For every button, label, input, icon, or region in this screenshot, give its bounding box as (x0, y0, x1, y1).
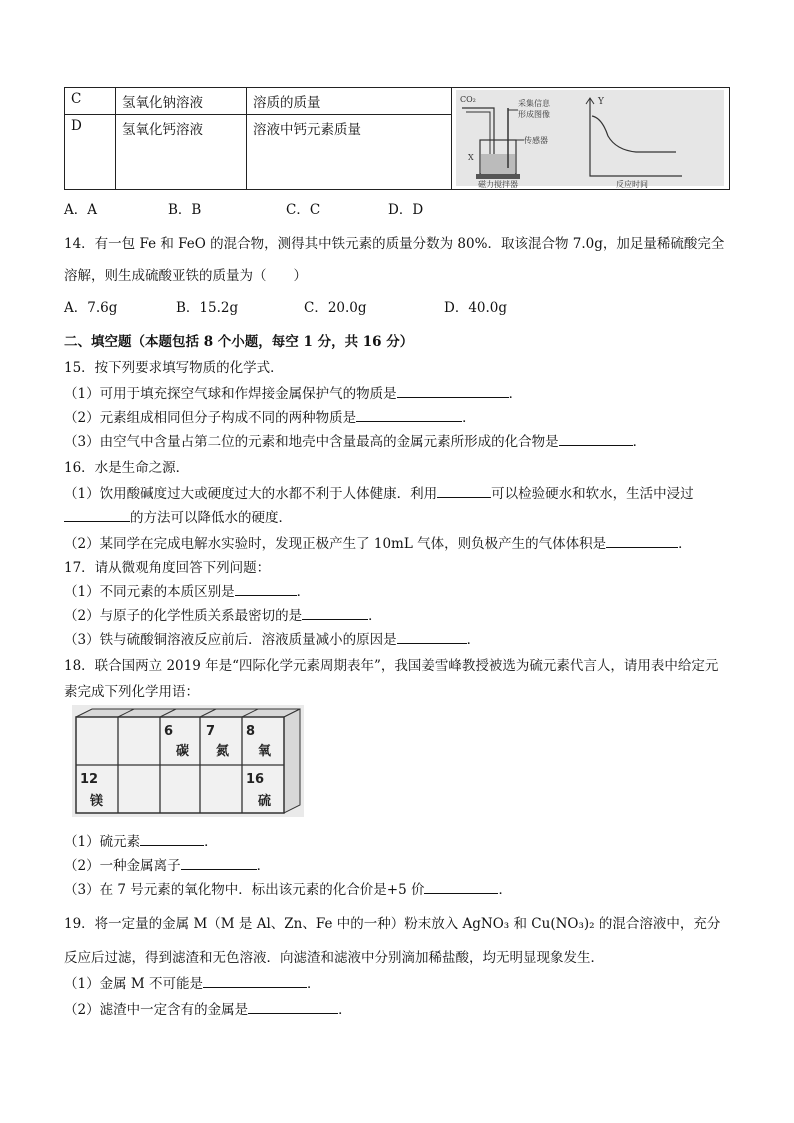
q18-line1: 18．联合国两立 2019 年是“四际化学元素周期表年”，我国姜雪峰教授被选为硫元素代言人，请用表中给定元 (64, 658, 719, 674)
table-cell: C (65, 88, 116, 115)
q14-option-c: C．20.0g (304, 300, 367, 316)
q13-option-c: C．C (286, 202, 321, 218)
periodic-table-excerpt (72, 705, 304, 817)
graph-label: 形成图像 (518, 110, 550, 119)
q13-option-d: D．D (388, 202, 424, 218)
element-number: 6 (164, 724, 174, 739)
q18-line2: 素完成下列化学用语： (64, 684, 199, 700)
q17-part1: （1）不同元素的本质区别是 ． (64, 580, 310, 600)
q15-part2: （2）元素组成相同但分子构成不同的两种物质是 ． (64, 406, 476, 426)
x-axis-label: 反应时间 (616, 180, 648, 188)
element-number: 16 (246, 772, 265, 787)
table-cell: 溶质的质量 (247, 88, 452, 115)
element-name: 碳 (176, 744, 190, 759)
q13-option-b: B．B (168, 202, 202, 218)
table-cell: 氢氧化钠溶液 (116, 88, 247, 115)
q14-option-d: D．40.0g (444, 300, 508, 316)
collect-label: 采集信息 (518, 99, 550, 108)
q17-stem: 17．请从微观角度回答下列问题： (64, 560, 271, 576)
answer-blank[interactable] (248, 999, 338, 1014)
answer-blank[interactable] (302, 605, 368, 620)
answer-blank[interactable] (181, 855, 257, 870)
answer-blank[interactable] (235, 581, 297, 596)
q14-line2: 溶解，则生成硫酸亚铁的质量为（ ） (64, 268, 307, 284)
gas-label: CO₂ (460, 95, 476, 104)
answer-blank[interactable] (356, 407, 462, 422)
sensor-label: 传感器 (524, 136, 548, 145)
q16-part2: （2）某同学在完成电解水实验时，发现正极产生了 10mL 气体，则负极产生的气体体积是 ． (64, 532, 692, 552)
stirrer-label: 磁力搅拌器 (478, 180, 518, 188)
q19-part2: （2）滤渣中一定含有的金属是 ． (64, 998, 352, 1018)
q14-option-a: A．7.6g (64, 300, 118, 316)
answer-blank[interactable] (397, 629, 467, 644)
element-number: 8 (246, 724, 256, 739)
q17-part3: （3）铁与硫酸铜溶液反应前后．溶液质量减小的原因是 ． (64, 628, 480, 648)
options-table (64, 87, 730, 190)
answer-blank[interactable] (424, 879, 498, 894)
experiment-diagram (452, 88, 728, 188)
answer-blank[interactable] (64, 507, 130, 522)
q18-part3: （3）在 7 号元素的氧化物中．标出该元素的化合价是+5 价 ． (64, 878, 512, 898)
element-name: 氮 (216, 744, 230, 759)
q19-line1: 19．将一定量的金属 M（M 是 Al、Zn、Fe 中的一种）粉末放入 AgNO₃ 和 Cu(NO₃)₂ 的混合溶液中，充分 (64, 916, 721, 932)
answer-blank[interactable] (140, 831, 204, 846)
table-cell: D (65, 115, 116, 190)
x-label: X (468, 153, 474, 162)
answer-blank[interactable] (606, 533, 678, 548)
table-cell: 氢氧化钙溶液 (116, 115, 247, 190)
element-name: 镁 (90, 794, 104, 809)
q19-line2: 反应后过滤，得到滤渣和无色溶液．向滤渣和滤液中分别滴加稀盐酸，均无明显现象发生． (64, 950, 604, 966)
element-name: 硫 (258, 794, 272, 809)
q15-part3: （3）由空气中含量占第二位的元素和地壳中含量最高的金属元素所形成的化合物是 ． (64, 430, 646, 450)
q18-part1: （1）硫元素 ． (64, 830, 218, 850)
element-number: 7 (206, 724, 216, 739)
answer-blank[interactable] (397, 383, 509, 398)
table-row (65, 88, 730, 115)
q16-stem: 16．水是生命之源． (64, 460, 190, 476)
table-cell: 溶液中钙元素质量 (247, 115, 452, 190)
answer-blank[interactable] (437, 483, 491, 498)
q16-part1: （1）饮用酸碱度过大或硬度过大的水都不利于人体健康．利用 可以检验硬水和软水，生活中浸过 (64, 482, 694, 502)
section-heading: 二、填空题（本题包括 8 个小题，每空 1 分，共 16 分） (64, 334, 414, 350)
answer-blank[interactable] (559, 431, 633, 446)
q19-part1: （1）金属 M 不可能是 ． (64, 972, 321, 992)
q16-part1-cont: 的方法可以降低水的硬度． (64, 506, 292, 526)
answer-blank[interactable] (203, 973, 307, 988)
q15-stem: 15．按下列要求填写物质的化学式． (64, 360, 284, 376)
element-number: 12 (80, 772, 99, 787)
element-name: 氧 (258, 744, 272, 759)
q17-part2: （2）与原子的化学性质关系最密切的是 ． (64, 604, 382, 624)
q14-option-b: B．15.2g (176, 300, 239, 316)
experiment-diagram-cell (452, 88, 730, 190)
q15-part1: （1）可用于填充探空气球和作焊接金属保护气的物质是 ． (64, 382, 522, 402)
q18-part2: （2）一种金属离子 ． (64, 854, 270, 874)
q14-line1: 14．有一包 Fe 和 FeO 的混合物，测得其中铁元素的质量分数为 80%．取该混合物 7.0g，加足量稀硫酸完全 (64, 236, 725, 252)
y-axis-label: Y (598, 97, 604, 107)
q13-option-a: A．A (64, 202, 97, 218)
